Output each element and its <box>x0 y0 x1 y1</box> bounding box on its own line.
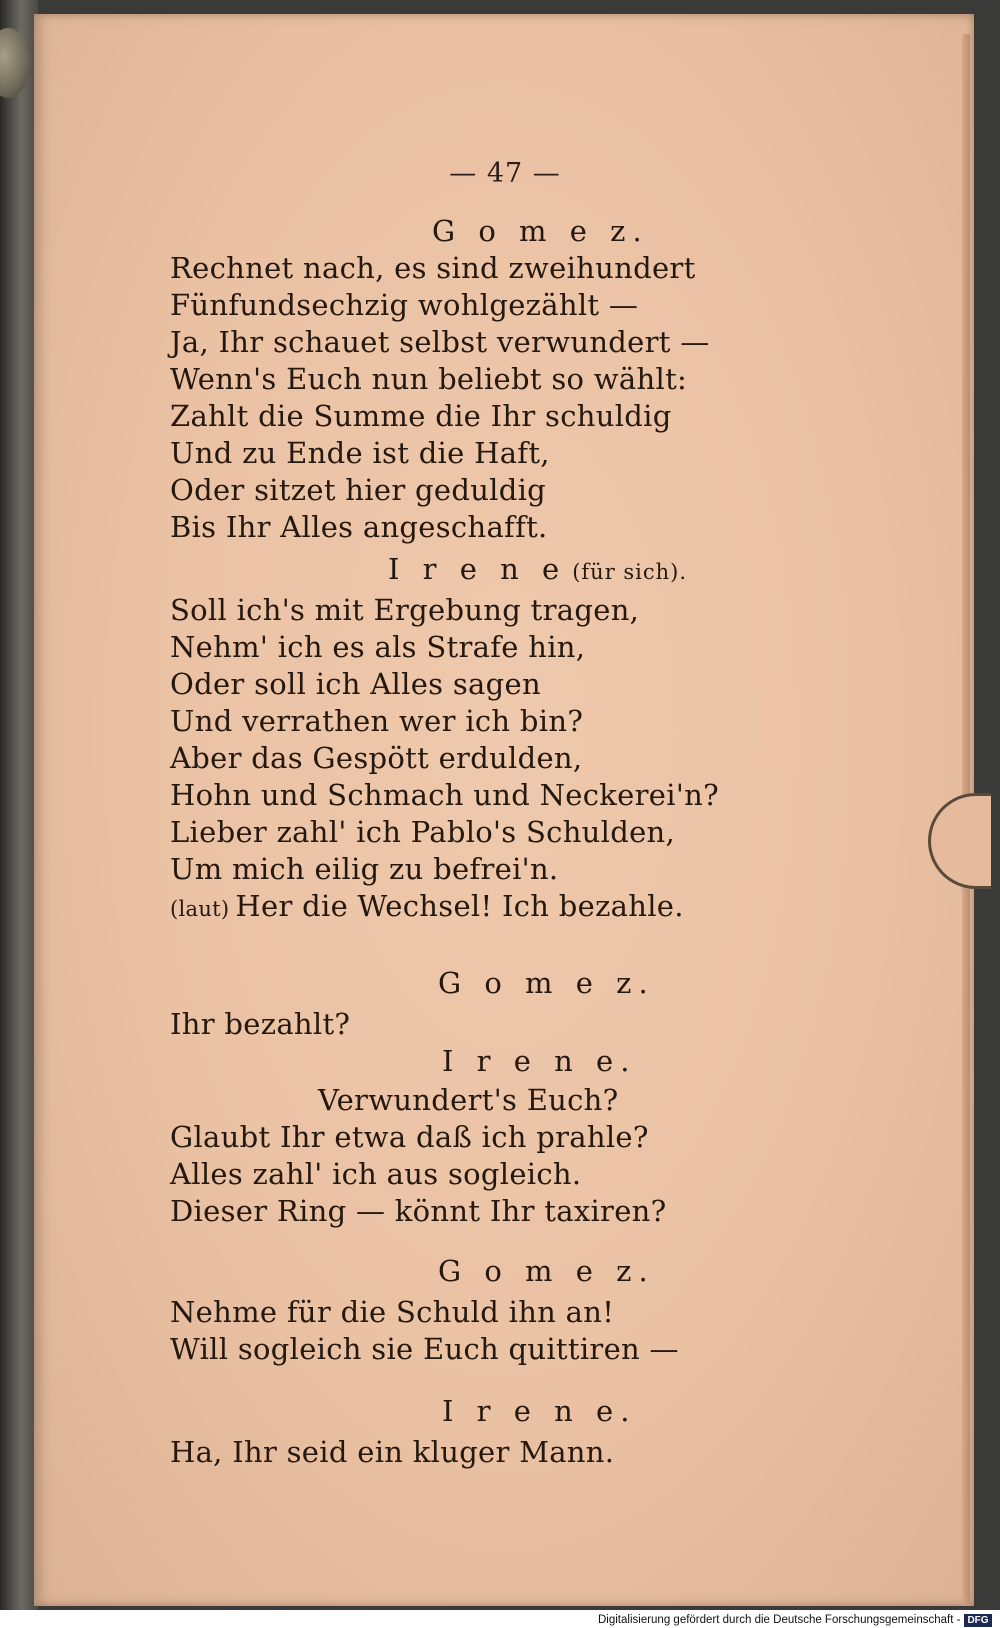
verse-line: Dieser Ring — könnt Ihr taxiren? <box>170 1194 667 1228</box>
speech-block-1 <box>170 214 870 546</box>
speaker-heading <box>170 552 870 592</box>
verse-line <box>170 888 870 928</box>
verse-line: Oder soll ich Alles sagen <box>170 667 541 701</box>
verse-line: Verwundert's Euch? <box>318 1083 619 1117</box>
verse-line: Glaubt Ihr etwa daß ich prahle? <box>170 1120 649 1154</box>
verse-line: Fünfundsechzig wohlgezählt — <box>170 288 639 322</box>
verse-line: Bis Ihr Alles angeschafft. <box>170 510 548 544</box>
speech-block-5 <box>170 1254 870 1368</box>
speaker-heading: G o m e z. <box>438 1254 655 1288</box>
verse-line: Nehme für die Schuld ihn an! <box>170 1295 615 1329</box>
verse-line: Lieber zahl' ich Pablo's Schulden, <box>170 815 676 849</box>
verse-line: Soll ich's mit Ergebung tragen, <box>170 593 640 627</box>
speaker-heading: G o m e z. <box>432 214 649 248</box>
book-spine <box>0 0 38 1610</box>
verse-line: Und verrathen wer ich bin? <box>170 704 584 738</box>
verse-line: Will sogleich sie Euch quittiren — <box>170 1332 679 1366</box>
speaker-name: I r e n e <box>388 552 567 586</box>
verse-line: Alles zahl' ich aus sogleich. <box>170 1157 582 1191</box>
verse-line: Um mich eilig zu befrei'n. <box>170 852 559 886</box>
footer-text: Digitalisierung gefördert durch die Deutsche Forschungsgemeinschaft - <box>598 1614 961 1626</box>
speech-block-6 <box>170 1394 870 1471</box>
verse-line: Nehm' ich es als Strafe hin, <box>170 630 586 664</box>
dfg-logo-icon: DFG <box>964 1614 991 1627</box>
digitization-footer <box>598 1612 992 1628</box>
verse-line: Wenn's Euch nun beliebt so wählt: <box>170 362 688 396</box>
speaker-heading: G o m e z. <box>438 966 655 1000</box>
binding-ring <box>0 28 30 98</box>
stage-direction: (laut) <box>170 897 230 921</box>
verse-line: Oder sitzet hier geduldig <box>170 473 547 507</box>
verse-line: Ha, Ihr seid ein kluger Mann. <box>170 1435 615 1469</box>
verse-line: Und zu Ende ist die Haft, <box>170 436 550 470</box>
page-number: — 47 — <box>449 158 561 189</box>
stage-direction: (für sich). <box>572 560 688 584</box>
verse-text: Her die Wechsel! Ich bezahle. <box>235 889 684 923</box>
verse-line: Zahlt die Summe die Ihr schuldig <box>170 399 672 433</box>
verse-line: Rechnet nach, es sind zweihundert <box>170 251 696 285</box>
speech-block-3 <box>170 966 870 1043</box>
speaker-heading: I r e n e. <box>442 1394 637 1428</box>
speaker-heading: I r e n e. <box>442 1044 637 1078</box>
verse-line: Ja, Ihr schauet selbst verwundert — <box>170 325 710 359</box>
verse-line: Ihr bezahlt? <box>170 1007 351 1041</box>
verse-line: Aber das Gespött erdulden, <box>170 741 583 775</box>
speech-block-2 <box>170 552 870 928</box>
speech-block-4 <box>170 1044 870 1230</box>
verse-line: Hohn und Schmach und Neckerei'n? <box>170 778 719 812</box>
